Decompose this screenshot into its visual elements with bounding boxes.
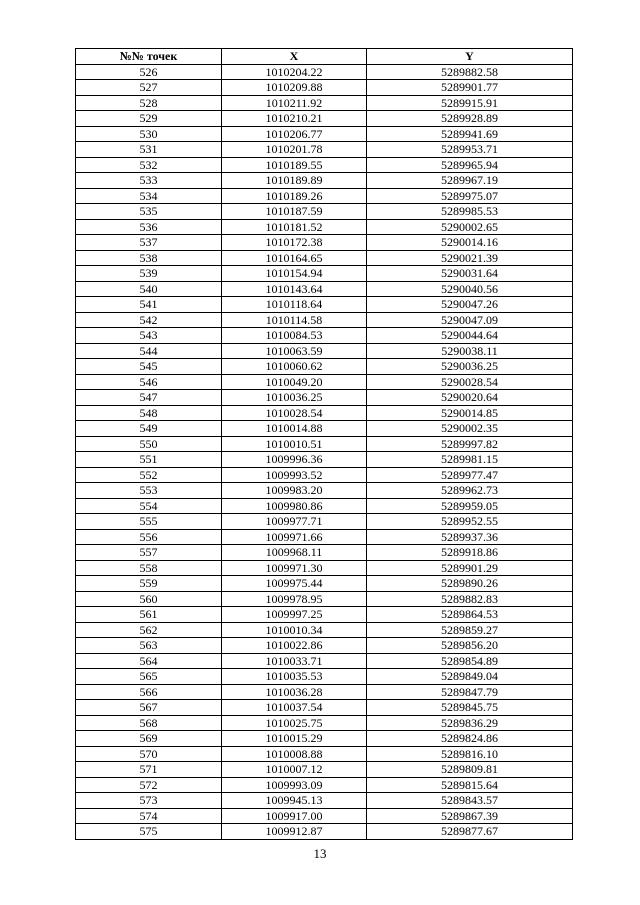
table-row <box>76 64 573 80</box>
cell-point-number: 538 <box>76 250 222 266</box>
cell-y: 5290014.85 <box>367 405 573 421</box>
cell-point-number: 561 <box>76 607 222 623</box>
cell-x: 1010187.59 <box>222 204 367 220</box>
cell-x: 1010206.77 <box>222 126 367 142</box>
cell-y: 5289882.83 <box>367 591 573 607</box>
cell-x: 1010189.55 <box>222 157 367 173</box>
cell-point-number: 533 <box>76 173 222 189</box>
cell-point-number: 554 <box>76 498 222 514</box>
cell-y: 5289856.20 <box>367 638 573 654</box>
header-x: X <box>222 49 367 65</box>
cell-y: 5290047.26 <box>367 297 573 313</box>
cell-x: 1010008.88 <box>222 746 367 762</box>
cell-x: 1010010.34 <box>222 622 367 638</box>
table-row <box>76 529 573 545</box>
cell-x: 1009945.13 <box>222 793 367 809</box>
cell-y: 5289981.15 <box>367 452 573 468</box>
cell-point-number: 556 <box>76 529 222 545</box>
cell-x: 1010036.28 <box>222 684 367 700</box>
cell-x: 1010035.53 <box>222 669 367 685</box>
cell-y: 5290028.54 <box>367 374 573 390</box>
table-row <box>76 235 573 251</box>
cell-x: 1010049.20 <box>222 374 367 390</box>
cell-x: 1009993.52 <box>222 467 367 483</box>
cell-x: 1010189.26 <box>222 188 367 204</box>
cell-point-number: 560 <box>76 591 222 607</box>
cell-point-number: 552 <box>76 467 222 483</box>
cell-x: 1010025.75 <box>222 715 367 731</box>
table-row <box>76 591 573 607</box>
cell-y: 5290036.25 <box>367 359 573 375</box>
cell-point-number: 550 <box>76 436 222 452</box>
cell-point-number: 528 <box>76 95 222 111</box>
table-header-row <box>76 49 573 65</box>
cell-x: 1010022.86 <box>222 638 367 654</box>
cell-point-number: 562 <box>76 622 222 638</box>
table-row <box>76 95 573 111</box>
cell-y: 5290031.64 <box>367 266 573 282</box>
table-row <box>76 622 573 638</box>
table-row <box>76 173 573 189</box>
cell-x: 1010060.62 <box>222 359 367 375</box>
table-row <box>76 731 573 747</box>
table-row <box>76 576 573 592</box>
cell-y: 5289952.55 <box>367 514 573 530</box>
cell-point-number: 557 <box>76 545 222 561</box>
cell-y: 5289901.29 <box>367 560 573 576</box>
cell-y: 5289997.82 <box>367 436 573 452</box>
cell-y: 5289824.86 <box>367 731 573 747</box>
table-row <box>76 390 573 406</box>
table-row <box>76 405 573 421</box>
cell-point-number: 532 <box>76 157 222 173</box>
cell-point-number: 529 <box>76 111 222 127</box>
cell-x: 1010063.59 <box>222 343 367 359</box>
cell-y: 5289962.73 <box>367 483 573 499</box>
cell-x: 1010204.22 <box>222 64 367 80</box>
table-row <box>76 111 573 127</box>
cell-x: 1010164.65 <box>222 250 367 266</box>
cell-y: 5290020.64 <box>367 390 573 406</box>
cell-x: 1010181.52 <box>222 219 367 235</box>
cell-y: 5289985.53 <box>367 204 573 220</box>
cell-point-number: 537 <box>76 235 222 251</box>
cell-point-number: 564 <box>76 653 222 669</box>
table-row <box>76 467 573 483</box>
cell-point-number: 541 <box>76 297 222 313</box>
table-row <box>76 715 573 731</box>
cell-x: 1010114.58 <box>222 312 367 328</box>
cell-point-number: 536 <box>76 219 222 235</box>
cell-y: 5289882.58 <box>367 64 573 80</box>
cell-y: 5289809.81 <box>367 762 573 778</box>
table-row <box>76 824 573 840</box>
cell-x: 1009983.20 <box>222 483 367 499</box>
table-body <box>76 64 573 839</box>
cell-y: 5289864.53 <box>367 607 573 623</box>
cell-point-number: 551 <box>76 452 222 468</box>
cell-point-number: 527 <box>76 80 222 96</box>
cell-y: 5289890.26 <box>367 576 573 592</box>
table-row <box>76 126 573 142</box>
cell-point-number: 542 <box>76 312 222 328</box>
cell-point-number: 553 <box>76 483 222 499</box>
cell-point-number: 543 <box>76 328 222 344</box>
table-row <box>76 80 573 96</box>
cell-x: 1009917.00 <box>222 808 367 824</box>
table-row <box>76 343 573 359</box>
cell-y: 5289959.05 <box>367 498 573 514</box>
cell-point-number: 569 <box>76 731 222 747</box>
cell-y: 5289918.86 <box>367 545 573 561</box>
table-row <box>76 328 573 344</box>
cell-point-number: 575 <box>76 824 222 840</box>
cell-y: 5289854.89 <box>367 653 573 669</box>
cell-y: 5289953.71 <box>367 142 573 158</box>
cell-x: 1010210.21 <box>222 111 367 127</box>
cell-y: 5290044.64 <box>367 328 573 344</box>
cell-point-number: 573 <box>76 793 222 809</box>
cell-y: 5289915.91 <box>367 95 573 111</box>
cell-y: 5289941.69 <box>367 126 573 142</box>
table-row <box>76 498 573 514</box>
header-point-number: №№ точек <box>76 49 222 65</box>
cell-point-number: 545 <box>76 359 222 375</box>
cell-point-number: 563 <box>76 638 222 654</box>
header-y: Y <box>367 49 573 65</box>
cell-point-number: 540 <box>76 281 222 297</box>
cell-x: 1009978.95 <box>222 591 367 607</box>
cell-y: 5290014.16 <box>367 235 573 251</box>
cell-x: 1009993.09 <box>222 777 367 793</box>
table-row <box>76 297 573 313</box>
table-row <box>76 219 573 235</box>
cell-y: 5289867.39 <box>367 808 573 824</box>
cell-y: 5289859.27 <box>367 622 573 638</box>
table-row <box>76 793 573 809</box>
table-row <box>76 452 573 468</box>
table-row <box>76 204 573 220</box>
cell-y: 5290047.09 <box>367 312 573 328</box>
cell-y: 5290040.56 <box>367 281 573 297</box>
cell-y: 5289965.94 <box>367 157 573 173</box>
cell-y: 5289977.47 <box>367 467 573 483</box>
cell-x: 1010209.88 <box>222 80 367 96</box>
cell-x: 1009997.25 <box>222 607 367 623</box>
cell-y: 5289937.36 <box>367 529 573 545</box>
cell-y: 5289816.10 <box>367 746 573 762</box>
cell-point-number: 535 <box>76 204 222 220</box>
table-row <box>76 157 573 173</box>
cell-x: 1010015.29 <box>222 731 367 747</box>
table-row <box>76 359 573 375</box>
table-row <box>76 250 573 266</box>
cell-x: 1010084.53 <box>222 328 367 344</box>
table-row <box>76 483 573 499</box>
cell-point-number: 546 <box>76 374 222 390</box>
cell-y: 5289843.57 <box>367 793 573 809</box>
cell-x: 1010172.38 <box>222 235 367 251</box>
cell-x: 1010037.54 <box>222 700 367 716</box>
table-row <box>76 746 573 762</box>
table-row <box>76 266 573 282</box>
cell-point-number: 539 <box>76 266 222 282</box>
cell-point-number: 559 <box>76 576 222 592</box>
cell-point-number: 568 <box>76 715 222 731</box>
table-row <box>76 684 573 700</box>
cell-point-number: 547 <box>76 390 222 406</box>
cell-x: 1009996.36 <box>222 452 367 468</box>
cell-y: 5289815.64 <box>367 777 573 793</box>
cell-point-number: 574 <box>76 808 222 824</box>
table-row <box>76 777 573 793</box>
cell-point-number: 549 <box>76 421 222 437</box>
cell-x: 1010007.12 <box>222 762 367 778</box>
cell-x: 1009968.11 <box>222 545 367 561</box>
cell-y: 5290021.39 <box>367 250 573 266</box>
cell-y: 5289901.77 <box>367 80 573 96</box>
cell-point-number: 534 <box>76 188 222 204</box>
table-row <box>76 607 573 623</box>
table-row <box>76 281 573 297</box>
table-row <box>76 638 573 654</box>
cell-point-number: 530 <box>76 126 222 142</box>
table-row <box>76 653 573 669</box>
cell-x: 1010211.92 <box>222 95 367 111</box>
cell-point-number: 544 <box>76 343 222 359</box>
cell-x: 1010033.71 <box>222 653 367 669</box>
table-row <box>76 808 573 824</box>
page-number: 13 <box>313 846 327 861</box>
table-row <box>76 514 573 530</box>
table-row <box>76 762 573 778</box>
cell-x: 1010143.64 <box>222 281 367 297</box>
cell-y: 5290038.11 <box>367 343 573 359</box>
cell-point-number: 571 <box>76 762 222 778</box>
table-row <box>76 374 573 390</box>
cell-x: 1009977.71 <box>222 514 367 530</box>
cell-x: 1009971.30 <box>222 560 367 576</box>
cell-point-number: 565 <box>76 669 222 685</box>
cell-point-number: 570 <box>76 746 222 762</box>
cell-point-number: 567 <box>76 700 222 716</box>
cell-y: 5289849.04 <box>367 669 573 685</box>
cell-point-number: 531 <box>76 142 222 158</box>
table-row <box>76 188 573 204</box>
table-row <box>76 700 573 716</box>
cell-x: 1010118.64 <box>222 297 367 313</box>
table-row <box>76 436 573 452</box>
coordinates-table <box>75 48 573 840</box>
cell-x: 1010201.78 <box>222 142 367 158</box>
table-row <box>76 669 573 685</box>
cell-y: 5290002.35 <box>367 421 573 437</box>
cell-x: 1009912.87 <box>222 824 367 840</box>
cell-y: 5289975.07 <box>367 188 573 204</box>
cell-y: 5289877.67 <box>367 824 573 840</box>
cell-point-number: 548 <box>76 405 222 421</box>
cell-x: 1010010.51 <box>222 436 367 452</box>
cell-y: 5290002.65 <box>367 219 573 235</box>
cell-y: 5289836.29 <box>367 715 573 731</box>
cell-x: 1009980.86 <box>222 498 367 514</box>
cell-point-number: 572 <box>76 777 222 793</box>
table-row <box>76 312 573 328</box>
table-row <box>76 142 573 158</box>
table-row <box>76 545 573 561</box>
cell-point-number: 555 <box>76 514 222 530</box>
cell-x: 1010014.88 <box>222 421 367 437</box>
cell-y: 5289928.89 <box>367 111 573 127</box>
cell-x: 1010154.94 <box>222 266 367 282</box>
cell-x: 1010036.25 <box>222 390 367 406</box>
cell-x: 1009971.66 <box>222 529 367 545</box>
cell-x: 1009975.44 <box>222 576 367 592</box>
cell-point-number: 558 <box>76 560 222 576</box>
cell-y: 5289845.75 <box>367 700 573 716</box>
cell-y: 5289967.19 <box>367 173 573 189</box>
table-row <box>76 421 573 437</box>
cell-x: 1010189.89 <box>222 173 367 189</box>
cell-y: 5289847.79 <box>367 684 573 700</box>
cell-point-number: 566 <box>76 684 222 700</box>
table-row <box>76 560 573 576</box>
cell-point-number: 526 <box>76 64 222 80</box>
cell-x: 1010028.54 <box>222 405 367 421</box>
